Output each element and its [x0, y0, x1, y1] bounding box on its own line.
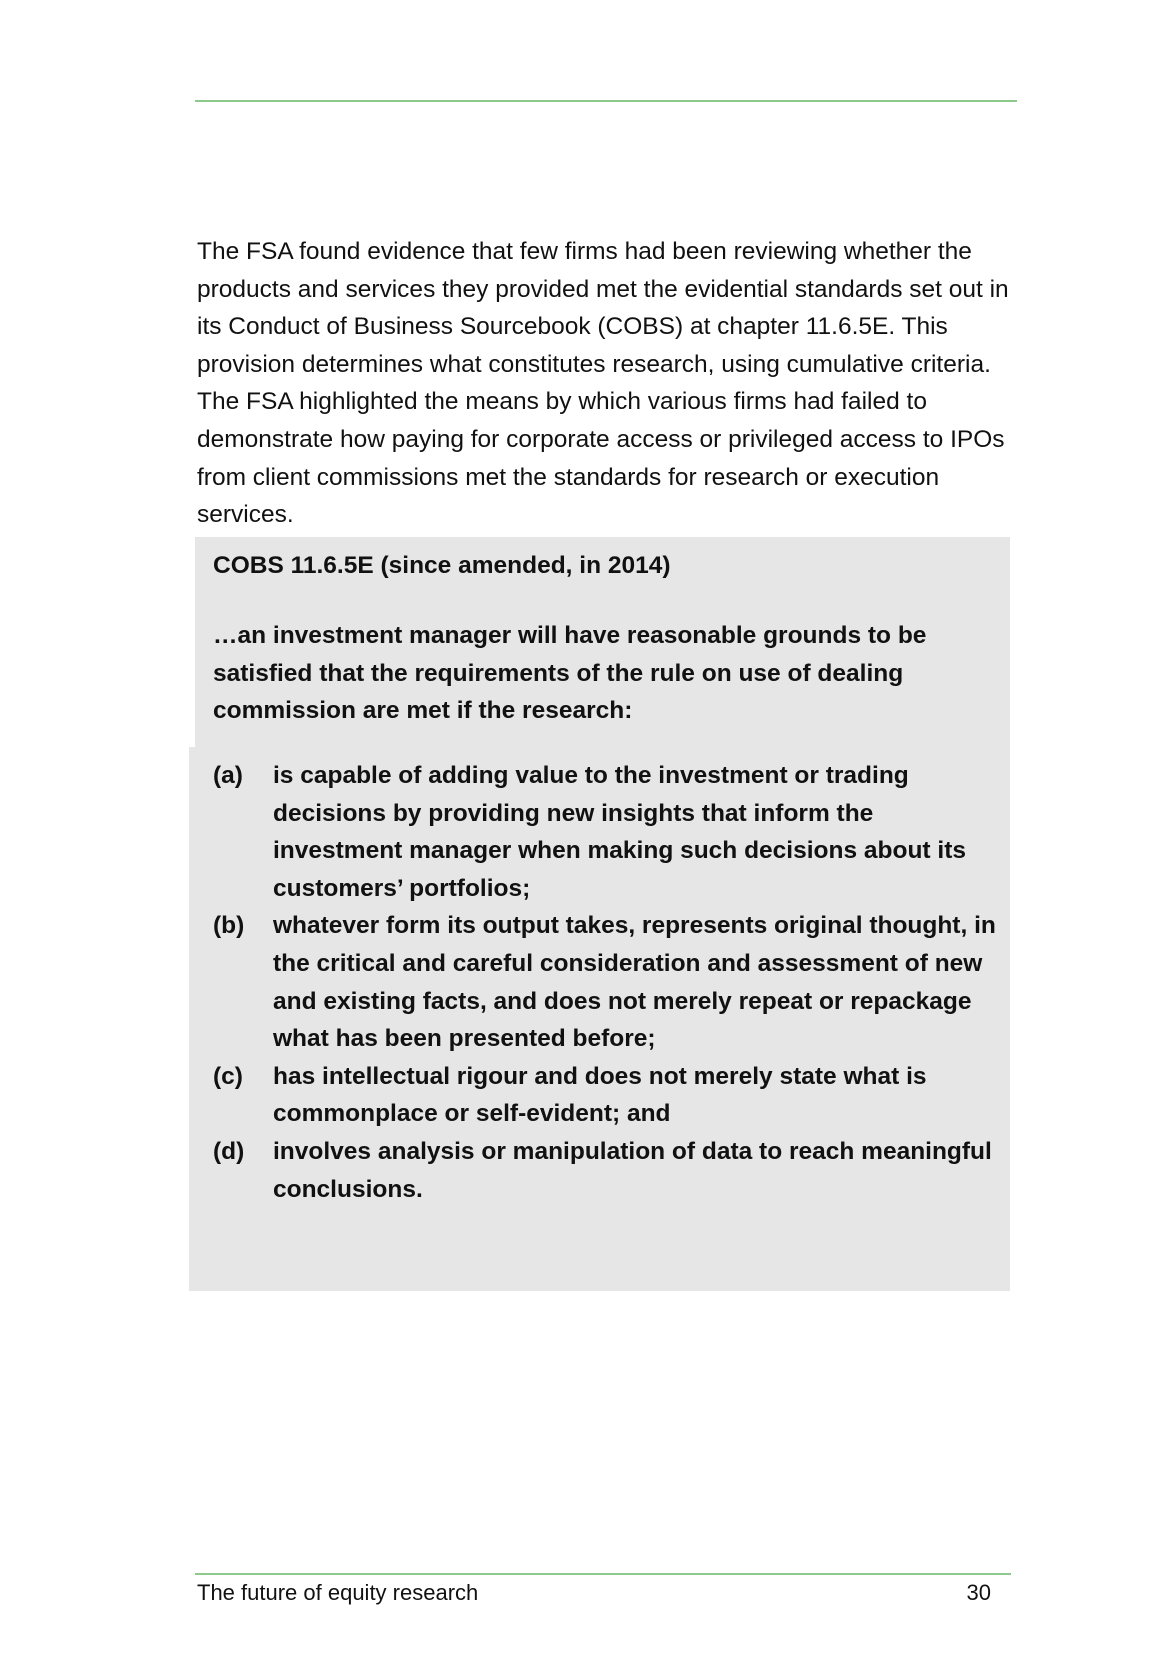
- footer-divider: [195, 1573, 1011, 1575]
- criteria-item-b: [213, 907, 1003, 1057]
- footer-title: The future of equity research: [197, 1580, 479, 1605]
- criteria-text: is capable of adding value to the investment or trading decisions by providing new insights that inform the investment manager when making such decisions about its customers’ portfolios;: [273, 762, 966, 902]
- criteria-item-d: [213, 1133, 1003, 1208]
- criteria-marker: (d): [213, 1137, 245, 1165]
- criteria-text: has intellectual rigour and does not merely state what is commonplace or self-evident; and: [273, 1062, 927, 1128]
- quote-intro: …an investment manager will have reasonable grounds to be satisfied that the requirements of the rule on use of dealing commission are met if the research:: [213, 622, 927, 725]
- criteria-marker: (c): [213, 1062, 243, 1090]
- criteria-marker: (a): [213, 762, 243, 789]
- criteria-marker: (b): [213, 912, 245, 940]
- criteria-item-a: [213, 757, 1003, 907]
- body-paragraph: The FSA found evidence that few firms had been reviewing whether the products and services they provided met the evidential standards set out in its Conduct of Business Sourcebook (COBS) at chapter 11.6.5E. This provision determines what constitutes research, using cumulative criteria. The FSA highlighted the means by which various firms had failed to demonstrate how paying for corporate access or privileged access to IPOs from client commissions met the standards for research or execution services.: [197, 238, 1009, 529]
- criteria-list: [213, 757, 1003, 1208]
- page-number: 30: [966, 1580, 991, 1605]
- quote-heading: COBS 11.6.5E (since amended, in 2014): [213, 552, 671, 579]
- criteria-text: whatever form its output takes, represents original thought, in the critical and careful consideration and assessment of new and existing facts, and does not merely repeat or repackage what has been presented before;: [273, 912, 996, 1053]
- criteria-item-c: [213, 1058, 1003, 1133]
- header-divider: [195, 100, 1017, 102]
- criteria-text: involves analysis or manipulation of data to reach meaningful conclusions.: [273, 1137, 992, 1203]
